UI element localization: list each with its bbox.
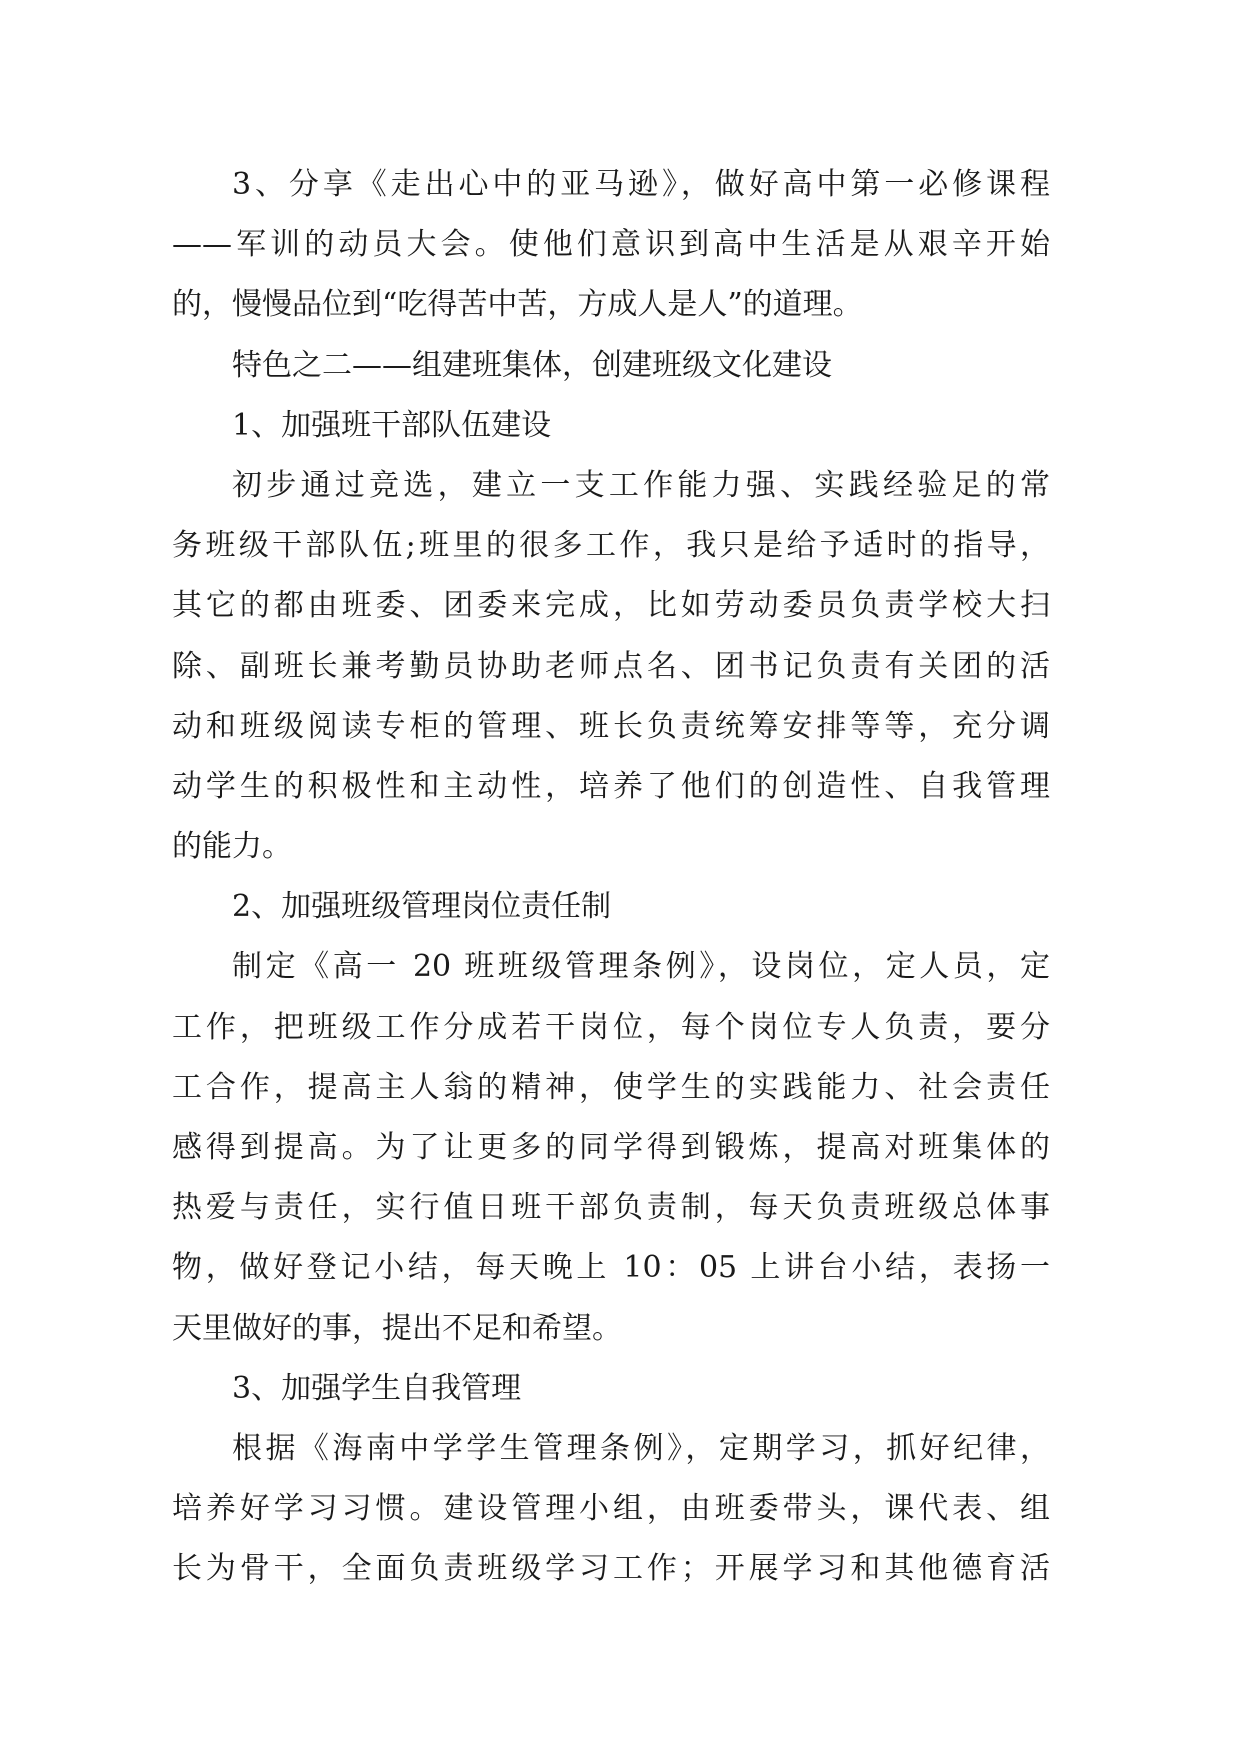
text-line: 初步通过竞选，建立一支工作能力强、实践经验足的常: [232, 467, 1050, 503]
paragraph-share-activity: [172, 155, 1050, 336]
subsection-heading-1: [172, 396, 1050, 456]
subsection-heading-text: 3、加强学生自我管理: [232, 1370, 522, 1406]
paragraph-self-management: [172, 1419, 1050, 1600]
text-line: ——军训的动员大会。使他们意识到高中生活是从艰辛开始: [172, 227, 1050, 263]
text-line: 其它的都由班委、团委来完成，比如劳动委员负责学校大扫: [172, 588, 1050, 624]
document-body: [172, 155, 1050, 1600]
text-line: 工合作，提高主人翁的精神，使学生的实践能力、社会责任: [172, 1069, 1050, 1105]
text-line: 热爱与责任，实行值日班干部负责制，每天负责班级总体事: [172, 1190, 1050, 1226]
text-line: 培养好学习习惯。建设管理小组，由班委带头，课代表、组: [172, 1491, 1050, 1527]
text-line: 3、分享《走出心中的亚马逊》，做好高中第一必修课程: [232, 167, 1050, 202]
section-heading: [172, 336, 1050, 396]
text-line: 感得到提高。为了让更多的同学得到锻炼，提高对班集体的: [172, 1130, 1050, 1165]
text-line: 长为骨干，全面负责班级学习工作；开展学习和其他德育活: [172, 1551, 1050, 1587]
text-line: 动和班级阅读专柜的管理、班长负责统筹安排等等，充分调: [172, 708, 1050, 744]
section-heading-text: 特色之二——组建班集体，创建班级文化建设: [232, 347, 832, 383]
subsection-heading-2: [172, 877, 1050, 937]
text-line: 物，做好登记小结，每天晚上 10：05 上讲台小结，表扬一: [172, 1250, 1050, 1286]
text-line: 的，慢慢品位到“吃得苦中苦，方成人是人”的道理。: [172, 287, 863, 323]
paragraph-class-cadres: [172, 456, 1050, 877]
text-line: 的能力。: [172, 829, 292, 865]
text-line: 工作，把班级工作分成若干岗位，每个岗位专人负责，要分: [172, 1009, 1050, 1045]
subsection-heading-text: 2、加强班级管理岗位责任制: [232, 889, 612, 925]
paragraph-responsibility-system: [172, 937, 1050, 1358]
text-line: 天里做好的事，提出不足和希望。: [172, 1310, 622, 1346]
subsection-heading-3: [172, 1359, 1050, 1419]
text-line: 务班级干部队伍;班里的很多工作，我只是给予适时的指导，: [172, 528, 1050, 564]
text-line: 动学生的积极性和主动性，培养了他们的创造性、自我管理: [172, 768, 1050, 804]
subsection-heading-text: 1、加强班干部队伍建设: [232, 407, 552, 443]
text-line: 根据《海南中学学生管理条例》，定期学习，抓好纪律，: [232, 1430, 1050, 1466]
text-line: 除、副班长兼考勤员协助老师点名、团书记负责有关团的活: [172, 648, 1050, 684]
text-line: 制定《高一 20 班班级管理条例》，设岗位，定人员，定: [232, 949, 1050, 985]
